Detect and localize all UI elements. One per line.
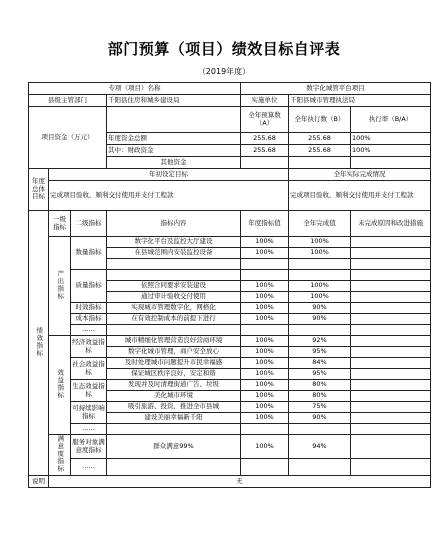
indicator-content: 依照合同要求安装建设 [107, 281, 241, 292]
impl-value: 千阳县城市管理执法局 [289, 95, 431, 107]
indicator-target: 100% [241, 380, 289, 391]
indicator-target: 100% [241, 237, 289, 248]
level2-indicator: 服务对象满意度指标 [71, 435, 107, 459]
indicator-done: 90% [289, 303, 351, 314]
note-row [29, 475, 431, 487]
indicator-target: 100% [241, 292, 289, 303]
indicator-reason [351, 325, 431, 336]
level1-indicator: 效益指标 [49, 336, 71, 435]
funds-row: 其中：财政资金 255.68 255.68 100% [29, 145, 431, 157]
indicator-reason [351, 248, 431, 259]
indicator-content [107, 459, 241, 476]
indicator-done [289, 424, 351, 435]
indicator-content: 美化城市环境 [107, 391, 241, 402]
indicator-row [29, 380, 431, 391]
indicator-reason [351, 314, 431, 325]
indicator-row [29, 358, 431, 369]
level2-indicator: 可持续影响指标 [71, 402, 107, 424]
indicator-reason [351, 270, 431, 281]
indicator-content: 保证城区秩序良好，安定和谐 [107, 369, 241, 380]
page-title: 部门预算（项目）绩效目标自评表 [107, 40, 341, 58]
indicator-row [29, 459, 431, 476]
indicator-reason [351, 391, 431, 402]
indicator-content [107, 424, 241, 435]
indicator-reason [351, 424, 431, 435]
indicator-row [29, 314, 431, 325]
indicator-target [241, 270, 289, 281]
indicator-content: 城市精细化管理营造良好营商环境 [107, 336, 241, 347]
level2-indicator: 数量指标 [71, 237, 107, 270]
level2-indicator: 生态效益指标 [71, 380, 107, 402]
indicator-content: 数字化平台及监控大厅建设 [107, 237, 241, 248]
funds-header-budget: 全年预算数（A） [241, 107, 289, 133]
indicator-done: 100% [289, 248, 351, 259]
funds-header-rate: 执行率（B/A） [351, 107, 431, 133]
indicator-done: 92% [289, 336, 351, 347]
dept-label: 县级主管部门 [29, 95, 107, 107]
note-value: 无 [49, 475, 431, 487]
indicator-reason-header: 未完成原因和改进措施 [351, 211, 431, 237]
indicator-row [29, 336, 431, 347]
indicator-done: 90% [289, 413, 351, 424]
indicator-content: 在有效控制成本的前提下进行 [107, 314, 241, 325]
goals-plan-label: 年初设定目标 [49, 169, 289, 181]
indicator-done [289, 270, 351, 281]
funds-row: 其他资金 [29, 157, 431, 169]
indicator-done [289, 259, 351, 270]
funds-label: 项目资金（万元） [29, 107, 107, 169]
indicator-target [241, 259, 289, 270]
dept-row [29, 95, 431, 107]
indicator-done: 95% [289, 369, 351, 380]
indicator-reason [351, 380, 431, 391]
indicator-content: 及时处理城市问题提升市民幸福感 [107, 358, 241, 369]
goals-header-row [29, 169, 431, 181]
indicator-done: 100% [289, 281, 351, 292]
level1-indicator: 产出指标 [49, 237, 71, 336]
indicator-level2-header: 二级指标 [71, 211, 107, 237]
indicator-target: 100% [241, 281, 289, 292]
funds-row: 年度资金总额 255.68 255.68 100% [29, 133, 431, 145]
indicator-reason [351, 459, 431, 476]
indicator-row [29, 237, 431, 248]
indicator-content: 通过审计验收交付使用 [107, 292, 241, 303]
indicator-content: 数字化城市管理，商户安全放心 [107, 347, 241, 358]
indicator-done: 75% [289, 402, 351, 413]
indicator-content: 发现并及时清理街道广告、垃圾 [107, 380, 241, 391]
indicator-target: 100% [241, 314, 289, 325]
indicator-done: 95% [289, 347, 351, 358]
indicator-content [107, 259, 241, 270]
indicator-done: 100% [289, 237, 351, 248]
indicator-done: 100% [289, 292, 351, 303]
indicator-target: 100% [241, 303, 289, 314]
indicator-reason [351, 435, 431, 459]
indicator-reason [351, 369, 431, 380]
indicator-content-header: 指标内容 [107, 211, 241, 237]
level2-indicator: 时效指标 [71, 303, 107, 314]
indicator-target: 100% [241, 248, 289, 259]
indicator-done: 94% [289, 435, 351, 459]
project-name-value: 数字化城管平台项目 [241, 83, 431, 95]
goals-row [29, 181, 431, 211]
level1-indicator: 满意度指标 [49, 435, 71, 476]
indicator-reason [351, 347, 431, 358]
indicator-done: 90% [289, 314, 351, 325]
level2-indicator: 社会效益指标 [71, 358, 107, 380]
level2-indicator: …… [71, 424, 107, 435]
indicator-target: 100% [241, 413, 289, 424]
indicator-reason [351, 259, 431, 270]
indicator-reason [351, 237, 431, 248]
indicator-content: 实现城市管理数字化，网格化 [107, 303, 241, 314]
indicator-done: 80% [289, 380, 351, 391]
indicator-target: 100% [241, 358, 289, 369]
indicator-content: 群众满意99% [107, 435, 241, 459]
indicator-row [29, 303, 431, 314]
indicator-reason [351, 303, 431, 314]
dept-value: 千阳县住房和城乡建设局 [107, 95, 241, 107]
indicator-target-header: 年度指标值 [241, 211, 289, 237]
indicator-reason [351, 292, 431, 303]
indicator-row [29, 270, 431, 281]
indicator-target: 100% [241, 336, 289, 347]
note-label: 说明 [29, 475, 49, 487]
indicator-reason [351, 413, 431, 424]
indicator-row [29, 402, 431, 413]
indicator-reason [351, 336, 431, 347]
evaluation-table [28, 82, 431, 488]
indicator-target: 100% [241, 347, 289, 358]
funds-header-row [29, 107, 431, 133]
indicator-header-row [29, 211, 431, 237]
indicator-done [289, 325, 351, 336]
indicator-target: 100% [241, 391, 289, 402]
level2-indicator: 经济效益指标 [71, 336, 107, 358]
goals-label: 年度总体目标 [29, 169, 49, 211]
goals-plan: 完成项目验收，顺利交付使用并支付工程款 [49, 181, 289, 211]
project-name-row [29, 83, 431, 95]
level2-indicator: …… [71, 459, 107, 476]
indicator-target [241, 459, 289, 476]
indicator-row [29, 325, 431, 336]
indicator-row [29, 435, 431, 459]
level2-indicator: 质量指标 [71, 270, 107, 303]
indicator-content: 在县城范围内安装监控设备 [107, 248, 241, 259]
indicator-target: 100% [241, 402, 289, 413]
indicator-target [241, 325, 289, 336]
level2-indicator: 成本指标 [71, 314, 107, 325]
funds-header-exec: 全年执行数（B） [289, 107, 351, 133]
indicator-main-label: 绩效指标 [29, 211, 49, 476]
indicator-level1-header: 一级指标 [49, 211, 71, 237]
indicator-done [289, 459, 351, 476]
indicator-content [107, 270, 241, 281]
goals-actual: 完成项目验收，顺利交付使用并支付工程款 [289, 181, 431, 211]
indicator-target [241, 424, 289, 435]
indicator-done-header: 全年完成值 [289, 211, 351, 237]
level2-indicator: …… [71, 325, 107, 336]
indicator-done: 80% [289, 391, 351, 402]
goals-actual-label: 全年实际完成情况 [289, 169, 431, 181]
indicator-target: 100% [241, 369, 289, 380]
indicator-target: 100% [241, 435, 289, 459]
page-subtitle: （2019年度） [197, 67, 251, 76]
indicator-row [29, 424, 431, 435]
indicator-content: 建设美丽幸福新千阳 [107, 413, 241, 424]
indicator-reason [351, 281, 431, 292]
project-name-label: 专项（项目）名称 [29, 83, 241, 95]
indicator-content: 吸引旅游、投资，推进全市县城 [107, 402, 241, 413]
indicator-reason [351, 358, 431, 369]
indicator-content [107, 325, 241, 336]
indicator-done: 84% [289, 358, 351, 369]
indicator-reason [351, 402, 431, 413]
impl-label: 实施单位 [241, 95, 289, 107]
